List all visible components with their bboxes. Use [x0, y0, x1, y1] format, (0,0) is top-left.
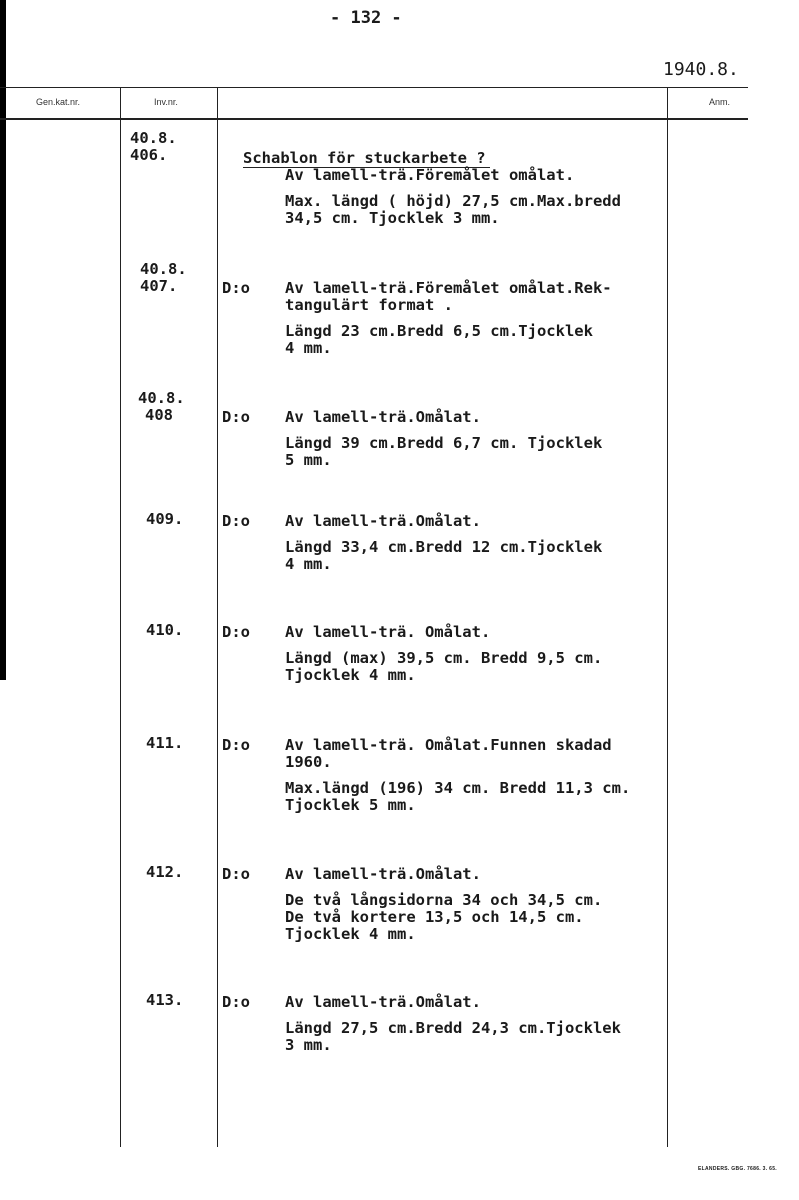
entry-413-ditto: D:o: [222, 993, 250, 1011]
entry-407-number: 407.: [140, 277, 178, 295]
entry-410-measure-2: Tjocklek 4 mm.: [285, 666, 416, 684]
header-top-rule: [0, 87, 748, 88]
entry-412-ditto: D:o: [222, 865, 250, 883]
entry-407-measure-1: Längd 23 cm.Bredd 6,5 cm.Tjocklek: [285, 322, 593, 340]
entry-407-date: 40.8.: [140, 260, 187, 278]
entry-406-title: Schablon för stuckarbete ?: [243, 150, 490, 168]
entry-411-measure-2: Tjocklek 5 mm.: [285, 796, 416, 814]
entry-406-line-1: Av lamell-trä.Föremålet omålat.: [285, 166, 575, 184]
column-rule-desc: [217, 87, 218, 1147]
entry-412-number: 412.: [146, 863, 184, 881]
column-header-inv-nr: Inv.nr.: [154, 97, 178, 107]
entry-409-measure-1: Längd 33,4 cm.Bredd 12 cm.Tjocklek: [285, 538, 603, 556]
entry-408-number: 408: [145, 406, 173, 424]
year-label: 1940.8.: [663, 59, 739, 80]
binding-edge: [0, 0, 6, 680]
entry-407-line-1: Av lamell-trä.Föremålet omålat.Rek-: [285, 279, 612, 297]
entry-412-measure-2: De två kortere 13,5 och 14,5 cm.: [285, 908, 584, 926]
entry-408-measure-2: 5 mm.: [285, 451, 332, 469]
entry-410-ditto: D:o: [222, 623, 250, 641]
entry-406-date: 40.8.: [130, 129, 177, 147]
entry-411-line-2: 1960.: [285, 753, 332, 771]
entry-410-number: 410.: [146, 621, 184, 639]
entry-409-measure-2: 4 mm.: [285, 555, 332, 573]
column-header-anm: Anm.: [709, 97, 731, 107]
entry-406-measure-2: 34,5 cm. Tjocklek 3 mm.: [285, 209, 500, 227]
printer-footer: ELANDERS. GBG. 7686. 3. 65.: [698, 1166, 777, 1172]
entry-406-measure-1: Max. längd ( höjd) 27,5 cm.Max.bredd: [285, 192, 621, 210]
entry-407-measure-2: 4 mm.: [285, 339, 332, 357]
entry-411-ditto: D:o: [222, 736, 250, 754]
entry-413-line-1: Av lamell-trä.Omålat.: [285, 993, 481, 1011]
entry-410-line-1: Av lamell-trä. Omålat.: [285, 623, 491, 641]
entry-408-date: 40.8.: [138, 389, 185, 407]
entry-411-measure-1: Max.längd (196) 34 cm. Bredd 11,3 cm.: [285, 779, 631, 797]
entry-408-line-1: Av lamell-trä.Omålat.: [285, 408, 481, 426]
entry-413-measure-1: Längd 27,5 cm.Bredd 24,3 cm.Tjocklek: [285, 1019, 621, 1037]
entry-409-ditto: D:o: [222, 512, 250, 530]
entry-409-line-1: Av lamell-trä.Omålat.: [285, 512, 481, 530]
entry-412-line-1: Av lamell-trä.Omålat.: [285, 865, 481, 883]
entry-408-measure-1: Längd 39 cm.Bredd 6,7 cm. Tjocklek: [285, 434, 603, 452]
header-bottom-rule: [0, 118, 748, 120]
entry-409-number: 409.: [146, 510, 184, 528]
entry-410-measure-1: Längd (max) 39,5 cm. Bredd 9,5 cm.: [285, 649, 603, 667]
column-header-gen-kat-nr: Gen.kat.nr.: [36, 97, 81, 107]
entry-412-measure-3: Tjocklek 4 mm.: [285, 925, 416, 943]
page-number: - 132 -: [330, 8, 402, 28]
entry-411-line-1: Av lamell-trä. Omålat.Funnen skadad: [285, 736, 612, 754]
entry-412-measure-1: De två långsidorna 34 och 34,5 cm.: [285, 891, 603, 909]
entry-408-ditto: D:o: [222, 408, 250, 426]
column-rule-anm: [667, 87, 668, 1147]
entry-407-line-2: tangulärt format .: [285, 296, 453, 314]
entry-406-number: 406.: [130, 146, 168, 164]
column-rule-inv: [120, 87, 121, 1147]
entry-413-number: 413.: [146, 991, 184, 1009]
entry-411-number: 411.: [146, 734, 184, 752]
entry-407-ditto: D:o: [222, 279, 250, 297]
entry-413-measure-2: 3 mm.: [285, 1036, 332, 1054]
